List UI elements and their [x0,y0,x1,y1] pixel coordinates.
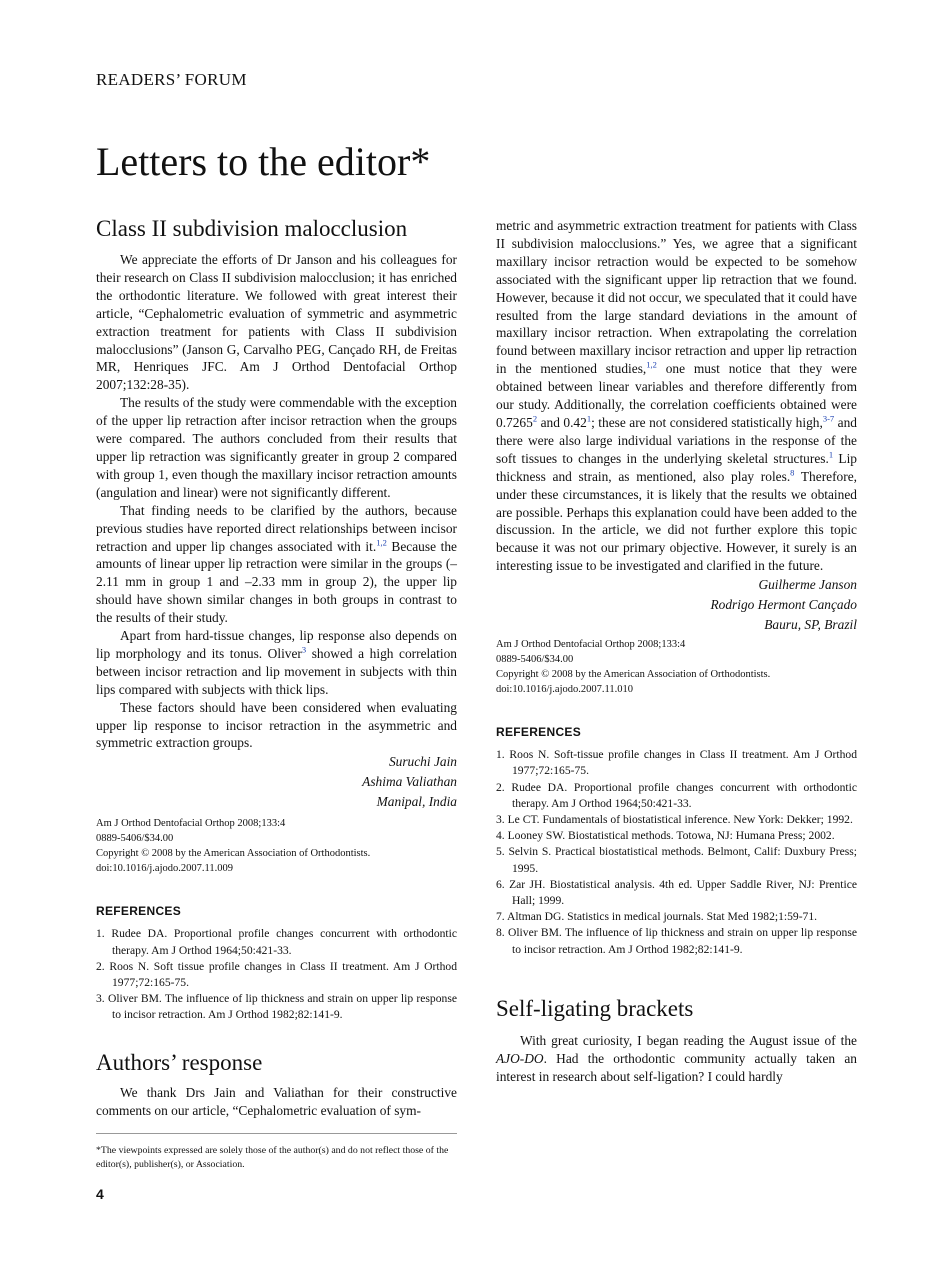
reference-item: 4. Looney SW. Biostatistical methods. Totowa, NJ: Humana Press; 2002. [496,829,835,843]
letter1-paragraph-3: That finding needs to be clarified by the authors, because previous studies have reported direct relationships between incisor retraction and upper lip changes associated with it.$^{1,2}$ Because the amounts of linear upper lip retraction were similar in the groups (–2.11 mm in group 1 and –2.33 mm in group 2), the upper lip should have shown similar changes in both groups in contrast to the results of their study. [96,502,457,626]
letter1-reference-list [96,926,457,1023]
footnote: *The viewpoints expressed are solely those of the author(s) and do not reflect those of the editor(s), publisher(s), or Association. [96,1145,449,1170]
letter1-paragraph-2: The results of the study were commendable with the exception of the upper lip retraction after incisor retraction when the groups were compared. The authors concluded from their results that upper lip retraction was significantly greater in group 2 compared with group 1, even though the maxillary incisor retraction amounts (angulation and linear) were not significantly different. [96,395,457,500]
reference-item: 2. Rudee DA. Proportional profile changes concurrent with orthodontic therapy. Am J Orthod 1964;50:421-33. [496,780,857,810]
letter2-heading: Self-ligating brackets [496,995,694,1021]
reference-item: 6. Zar JH. Biostatistical analysis. 4th ed. Upper Saddle River, NJ: Prentice Hall; 1999. [496,877,857,907]
letter1-paragraph-5: These factors should have been considered when evaluating upper lip response to incisor retraction in the asymmetric and symmetric extraction groups. [96,699,457,751]
response-paragraph-start: We thank Drs Jain and Valiathan for their constructive comments on our article, “Cephalometric evaluation of sym- [96,1084,457,1118]
ref-link[interactable]: 3-7 [822,413,835,424]
letter1-heading: Class II subdivision malocclusion [96,216,408,241]
right-column [496,217,857,1085]
reference-item: 1. Roos N. Soft-tissue profile changes in Class II treatment. Am J Orthod 1977;72:165-75. [496,748,857,778]
ref-link[interactable]: 8 [790,467,795,478]
response-paragraph-continued: metric and asymmetric extraction treatment for patients with Class II subdivision malocclusions.” Yes, we agree that a significant maxillary incisor retraction would be expected to be somehow associated with the significant upper lip retraction that we found. However, because it did not occur, we speculated that it could have resulted from the large standard deviations in the amount of maxillary incisor retraction. When extrapolating the correlation found between maxillary incisor retraction and upper lip retraction in the mentioned studies,$^{1,2}$ one must notice that they were obtained between linear variables and therefore differently from our study. Additionally, the correlation coefficients obtained were 0.7265$^2$ and 0.42$^1$; these are not considered statistically high,$^{3-7}$ and there were also large individual variations in the response of the soft tissues to changes in the underlying skeletal structures.$^1$ Lip thickness and strain, as mentioned, also play roles.$^8$ Therefore, under these circumstances, it is likely that the results we obtained are possible. Perhaps this explanation could have been added to the discussion. In the article, we did not further explore this topic because it was not our primary objective. However, it surely is an interesting issue to be investigated and clarified in the future. [496,218,858,574]
reference-item: 8. Oliver BM. The influence of lip thickness and strain on upper lip response to incisor retraction. Am J Orthod 1982;82:141-9. [496,926,857,956]
page-title: Letters to the editor* [96,139,431,184]
reference-item: 7. Altman DG. Statistics in medical journals. Stat Med 1982;1:59-71. [496,910,818,924]
letter1-paragraph-1: We appreciate the efforts of Dr Janson and his colleagues for their research on Class II subdivision malocclusion; it has enriched the orthodontic literature. We followed with great interest their article, “Cephalometric evaluation of symmetric and asymmetric extraction treatment for patients with Class II subdivision malocclusions” (Janson G, Carvalho PEG, Cançado RH, de Freitas MR, Henriques JFC. Am J Orthod Dentofacial Orthop 2007;132:28-35). [96,252,457,393]
page-number: 4 [96,1186,104,1202]
ref-link[interactable]: 1 [586,413,592,424]
response-signature: Guilherme Janson Rodrigo Hermont Cançado Bauru, SP, Brazil [710,577,857,633]
letter2-paragraph-1: With great curiosity, I began reading the August issue of the AJO-DO. Had the orthodontic community actually taken an interest in research about self-ligation? I could hardly [496,1032,857,1084]
response-citation: Am J Orthod Dentofacial Orthop 2008;133:4 0889-5406/$34.00 Copyright © 2008 by the American Association of Orthodontists. doi:10.1016/j.ajodo.2007.11.010 [496,639,771,696]
ref-link[interactable]: 2 [532,413,538,424]
left-column [96,214,457,1119]
letter1-paragraph-4: Apart from hard-tissue changes, lip response also depends on lip morphology and its tonus. Oliver$^3$ showed a high correlation between incisor retraction and lip movement in subjects with thin lips compared with subjects with thick lips. [96,628,458,697]
reference-item: 2. Roos N. Soft tissue profile changes in Class II treatment. Am J Orthod 1977;72:165-75. [96,959,457,989]
letter1-citation: Am J Orthod Dentofacial Orthop 2008;133:4 0889-5406/$34.00 Copyright © 2008 by the American Association of Orthodontists. doi:10.1016/j.ajodo.2007.11.009 [96,818,371,875]
reference-item: 3. Oliver BM. The influence of lip thickness and strain on upper lip response to incisor retraction. Am J Orthod 1982;82:141-9. [96,992,457,1022]
letter1-references-heading: REFERENCES [96,904,182,919]
ref-link[interactable]: 1 [828,449,834,460]
ref-link[interactable]: 1,2 [646,359,657,370]
response-reference-list [496,747,857,958]
reference-item: 1. Rudee DA. Proportional profile changes concurrent with orthodontic therapy. Am J Orthod 1964;50:421-33. [96,927,457,957]
response-heading: Authors’ response [96,1049,263,1075]
letter1-signature: Suruchi Jain Ashima Valiathan Manipal, India [362,754,457,810]
response-references-heading: REFERENCES [496,725,582,740]
footnote-divider [96,1133,457,1134]
reference-item: 3. Le CT. Fundamentals of biostatistical inference. New York: Dekker; 1992. [496,812,853,826]
section-label: READERS’ FORUM [96,70,247,89]
ref-link[interactable]: 1,2 [376,537,387,548]
ref-link[interactable]: 3 [301,644,307,655]
reference-item: 5. Selvin S. Practical biostatistical methods. Belmont, Calif: Duxbury Press; 1995. [496,845,857,875]
